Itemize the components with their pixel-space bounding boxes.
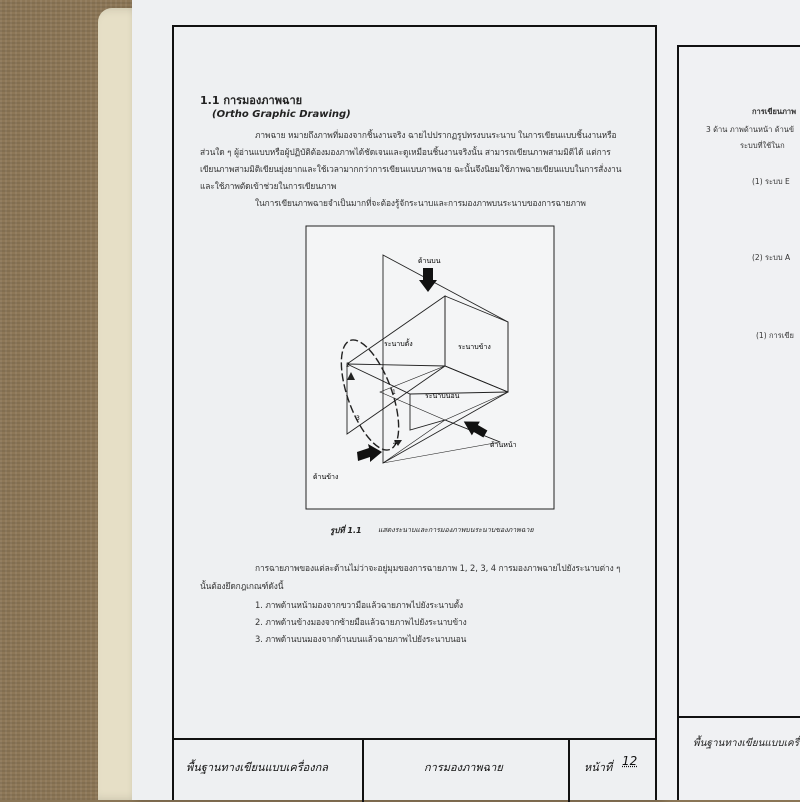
label-side-plane: ระนาบข้าง xyxy=(458,343,491,351)
right-page-item: (2) ระบบ A xyxy=(752,253,791,262)
right-page-line: ระบบที่ใช้ในก xyxy=(740,141,785,150)
quadrant-number: 2 xyxy=(346,362,350,369)
paragraph-line: เขียนภาพสามมิติเขียนยุ่งยากและใช้เวลามากกว่าการเขียนแบบภาพฉาย ฉะนั้นจึงนิยมใช้ภาพฉายเขียนแบบในการสั่งงาน xyxy=(200,164,622,174)
footer-page-label: หน้าที่ xyxy=(584,761,613,774)
right-page-line: 3 ด้าน ภาพด้านหน้า ด้านข้ xyxy=(706,125,795,134)
quadrant-number: 3 xyxy=(356,415,360,422)
label-side-view: ด้านข้าง xyxy=(313,473,339,481)
quadrant-number: 4 xyxy=(393,440,397,447)
paragraph-line: และใช้ภาพตัดเข้าช่วยในการเขียนภาพ xyxy=(200,181,337,191)
footer-chapter: การมองภาพฉาย xyxy=(424,761,503,774)
paragraph-line: ภาพฉาย หมายถึงภาพที่มองจากชิ้นงานจริง ฉายไปปรากฏรูปทรงบนระนาบ ในการเขียนแบบชิ้นงานหรือ xyxy=(255,130,617,140)
footer-cell-chapter xyxy=(364,740,570,802)
figure-caption-text: แสดงระนาบและการมองภาพบนระนาบของภาพฉาย xyxy=(378,526,534,534)
footer-book-title: พื้นฐานทางเขียนแบบเครื่องกล xyxy=(186,761,329,774)
label-top-view: ด้านบน xyxy=(418,257,441,265)
rules-intro-line: การฉายภาพของแต่ละด้านไม่ว่าจะอยู่มุมของการฉายภาพ 1, 2, 3, 4 การมองภาพฉายไปยังระนาบต่าง ๆ xyxy=(255,563,621,573)
rules-intro-line: นั้นต้องยึดกฎเกณฑ์ดังนี้ xyxy=(200,581,284,591)
right-page-border xyxy=(677,45,800,800)
footer-page-number: 12 xyxy=(622,754,638,768)
footer-cell-title xyxy=(172,740,364,802)
right-page-item: (1) ระบบ E xyxy=(752,177,790,186)
right-page-title: การเขียนภาพ xyxy=(752,107,797,116)
figure-caption-number: รูปที่ 1.1 xyxy=(330,526,362,535)
intro-line: ในการเขียนภาพฉายจำเป็นมากที่จะต้องรู้จักระนาบและการมองภาพบนระนาบของการฉายภาพ xyxy=(255,198,586,208)
rule-item: 3. ภาพด้านบนมองจากด้านบนแล้วฉายภาพไปยังระนาบนอน xyxy=(255,634,467,644)
quadrant-number: 1 xyxy=(392,389,396,396)
right-page-item: (1) การเขีย xyxy=(756,331,794,340)
right-page-footer-line xyxy=(677,716,800,718)
right-page-footer: พื้นฐานทางเขียนแบบเครื่ xyxy=(693,738,800,749)
section-heading: 1.1 การมองภาพฉาย xyxy=(200,94,303,107)
label-horizontal-plane: ระนาบนอน xyxy=(425,392,460,400)
label-vertical-plane: ระนาบตั้ง xyxy=(384,340,413,348)
rule-item: 2. ภาพด้านข้างมองจากซ้ายมือแล้วฉายภาพไปยังระนาบข้าง xyxy=(255,617,467,627)
footer-cell-page xyxy=(570,740,657,802)
paragraph-line: ส่วนใด ๆ ผู้อ่านแบบหรือผู้ปฏิบัติต้องมองภาพได้ชัดเจนและดูเหมือนชิ้นงานจริงนั้น สามารถเขียนภาพสามมิติได้ แต่การ xyxy=(200,147,611,157)
label-front-view: ด้านหน้า xyxy=(490,441,517,449)
rule-item: 1. ภาพด้านหน้ามองจากขวามือแล้วฉายภาพไปยังระนาบตั้ง xyxy=(255,600,463,610)
section-subheading: (Ortho Graphic Drawing) xyxy=(212,109,351,120)
page-footer xyxy=(172,738,657,800)
